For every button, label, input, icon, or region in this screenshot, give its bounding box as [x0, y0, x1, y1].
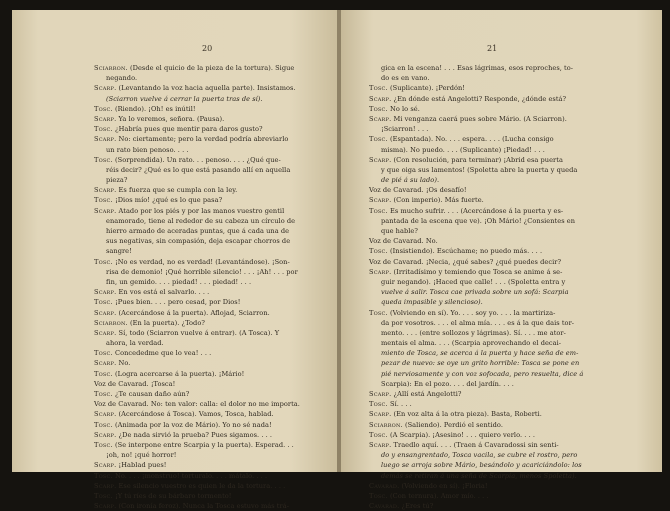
speaker-name: Tosc.	[369, 308, 388, 317]
speaker-name: Scarp.	[94, 206, 117, 215]
line-text: demás se retiran á una seña de Scarpia, menos Spoletta).	[381, 471, 577, 480]
speaker-name: Scarp.	[94, 114, 117, 123]
text-line	[94, 491, 326, 501]
text-line	[94, 440, 326, 450]
line-text: Voz de Cavarad. ¡Os desafío!	[369, 186, 467, 195]
text-line	[94, 195, 326, 205]
text-line	[369, 491, 617, 501]
speaker-name: Tosc.	[369, 430, 388, 439]
text-line	[94, 409, 326, 419]
line-text: fin, un gemido. . . . piedad! . . . piedad! . . .	[106, 277, 252, 286]
line-text: do y ensangrentado, Tosca vacila, se cubre el rostro, pero	[381, 451, 578, 460]
line-text: un rato bien penoso. . . .	[106, 145, 189, 154]
speaker-name: Tosc.	[94, 125, 113, 134]
text-line	[94, 63, 326, 73]
line-text: ¿En dónde está Angelotti? Responde, ¿dónde está?	[393, 94, 567, 103]
line-text: ¡Dios mío! ¿qué es lo que pasa?	[115, 196, 223, 205]
text-line	[369, 389, 617, 399]
line-text: ¿Allí está Angelotti?	[393, 390, 462, 398]
speaker-name: Sciarron.	[369, 420, 403, 429]
speaker-name: Scarp.	[94, 288, 117, 297]
line-text: (Suplicante). ¡Perdón!	[390, 84, 466, 93]
line-text: ¿Habría pues que mentir para daros gusto?	[115, 125, 263, 134]
speaker-name: Scarp.	[94, 359, 117, 368]
line-text: (Insistiendo). Escúchame; no puedo más. . . .	[390, 247, 543, 256]
line-text: misma). No puedo. . . . (Suplicante) ¡Piedad! . . .	[381, 145, 545, 154]
text-line	[369, 287, 617, 297]
speaker-name: Tosc.	[94, 155, 113, 164]
line-text: Voz de Cavarad. ¡Necia, ¿qué sabes? ¿qué puedes decir?	[369, 257, 562, 266]
page-text	[94, 63, 326, 511]
text-line	[369, 73, 617, 83]
line-text: Sí, todo (Sciarron vuelve á entrar). (A Tosca). Y	[118, 328, 280, 337]
text-line	[369, 358, 617, 368]
line-text: (Sorprendida). Un rato. . . penoso. . . . ¿Qué que-	[115, 155, 281, 164]
text-line	[369, 104, 617, 114]
line-text: No lo sé.	[390, 104, 420, 113]
speaker-name: Tosc.	[94, 440, 113, 449]
text-line	[94, 389, 326, 399]
text-line	[369, 308, 617, 318]
line-text: Voz de Cavarad. No.	[369, 237, 438, 246]
speaker-name: Scarp.	[369, 196, 392, 205]
line-text: (Levantando la voz hacia aquella parte). Insistamos.	[118, 84, 296, 93]
line-text: da por vosotros. . . . el alma mía. . . . es á la que dais tor-	[381, 318, 575, 327]
text-line	[94, 430, 326, 440]
line-text: Voz de Cavarad. ¡Tosca!	[94, 379, 176, 388]
text-line	[94, 114, 326, 124]
line-text: Voz de Cavarad. No: ten valor: calla: el dolor no me importa.	[94, 400, 300, 409]
line-text: (Desde el quicio de la pieza de la tortura). Sigue	[129, 64, 295, 72]
line-text: Scarpia): En el pozo. . . . del jardín. . . .	[381, 379, 514, 388]
text-line	[94, 175, 326, 185]
line-text: Es fuerza que se cumpla con la ley.	[118, 186, 238, 195]
text-line	[369, 338, 617, 348]
line-text: réis decir? ¿Qué es lo que está pasando allí en aquella	[106, 165, 291, 174]
line-text: y que oiga sus lamentos! (Spoletta abre la puerta y queda	[381, 165, 578, 174]
line-text: Traedlo aquí. . . . (Traen á Cavaradossi sin senti-	[393, 440, 559, 449]
line-text: Ese silencio vuestro es quien le da la tortura. . . .	[118, 481, 286, 490]
line-text: ¡Hablad pues!	[118, 461, 167, 470]
text-line	[369, 399, 617, 409]
speaker-name: Scarp.	[369, 390, 392, 398]
line-text: gica en la escena! . . . Esas lágrimas, esos reproches, to-	[381, 64, 574, 72]
speaker-name: Tosc.	[94, 471, 113, 480]
text-line	[369, 328, 617, 338]
speaker-name: Tosc.	[94, 491, 113, 500]
speaker-name: Scarp.	[94, 308, 117, 317]
line-text: No.	[118, 359, 131, 368]
text-line	[94, 501, 326, 511]
line-text: (Se interpone entre Scarpia y la puerta). Esperad. . .	[115, 440, 294, 449]
line-text: ahora, la verdad.	[106, 339, 164, 348]
speaker-name: Tosc.	[94, 104, 113, 113]
text-line	[369, 134, 617, 144]
line-text: ¡Y tú ríes de su bárbaro tormento!	[115, 491, 232, 500]
speaker-name: Scarp.	[369, 267, 392, 276]
line-text: (Volviendo en sí). ¡Floria!	[401, 481, 488, 490]
text-line	[369, 206, 617, 216]
line-text: En vos está el salvarlo. . . .	[118, 288, 210, 297]
text-line	[94, 246, 326, 256]
line-text: Mi venganza caerá pues sobre Mário. (A Sciarron).	[393, 114, 567, 123]
text-line	[94, 277, 326, 287]
text-line	[94, 216, 326, 226]
speaker-name: Scarp.	[94, 186, 117, 195]
speaker-name: Scarp.	[94, 481, 117, 490]
line-text: ¿Te causan daño aún?	[115, 390, 190, 398]
line-text: (Riendo). ¡Oh! es inútil!	[115, 104, 196, 113]
text-line	[369, 175, 617, 185]
text-line	[94, 83, 326, 93]
line-text: (Con imperio). Más fuerte.	[393, 196, 484, 205]
line-text: (Espantada). No. . . . espera. . . . (Lucha consigo	[390, 135, 554, 144]
line-text: mentais el alma. . . . (Scarpia aprovechando el decai-	[381, 339, 562, 348]
speaker-name: Tosc.	[94, 349, 113, 358]
speaker-name: Scarp.	[94, 502, 117, 511]
speaker-name: Tosc.	[369, 247, 388, 256]
text-line	[369, 297, 617, 307]
line-text: (Acercándose á la puerta). Aflojad, Sciarron.	[118, 308, 270, 317]
speaker-name: Scarp.	[94, 135, 117, 144]
line-text: (A Scarpia). ¡Asesino! . . . quiero verlo. . . .	[390, 430, 536, 439]
speaker-name: Tosc.	[94, 390, 113, 398]
speaker-name: Sciarron.	[94, 64, 128, 72]
book-spread	[12, 10, 662, 511]
text-line	[94, 94, 326, 104]
text-line	[94, 450, 326, 460]
text-line	[369, 471, 617, 481]
speaker-name: Scarp.	[369, 155, 392, 164]
speaker-name: Scarp.	[94, 461, 117, 470]
line-text: Ya lo veremos, señora. (Pausa).	[118, 114, 225, 123]
text-line	[369, 277, 617, 287]
line-text: que hable?	[381, 227, 418, 235]
speaker-name: Cavarad.	[369, 481, 400, 490]
speaker-name: Scarp.	[94, 430, 117, 439]
text-line	[94, 318, 326, 328]
line-text: (Con resolución, para terminar) ¡Abrid esa puerta	[393, 155, 563, 164]
line-text: No: ciertamente; pero la verdad podría abreviarlo	[118, 135, 289, 144]
speaker-name: Scarp.	[369, 94, 392, 103]
text-line	[369, 94, 617, 104]
text-line	[94, 399, 326, 409]
speaker-name: Tosc.	[369, 104, 388, 113]
text-line	[94, 420, 326, 430]
line-text: (Volviendo en sí). Yo. . . . soy yo. . . . la martiriza-	[390, 308, 556, 317]
speaker-name: Tosc.	[369, 84, 388, 93]
speaker-name: Tosc.	[369, 491, 388, 500]
text-line	[369, 257, 617, 267]
text-line	[94, 379, 326, 389]
line-text: Sí. . . .	[390, 400, 412, 409]
line-text: (Sciarron vuelve á cerrar la puerta tras de sí).	[106, 94, 263, 103]
text-line	[94, 287, 326, 297]
text-line	[94, 165, 326, 175]
line-text: enamorado, tiene al rededor de su cabeza un círculo de	[106, 216, 296, 225]
line-text: sus negativas, sin compasión, deja escapar chorros de	[106, 237, 291, 246]
line-text: ¡Pues bien. . . . pero cesad, por Dios!	[115, 298, 241, 307]
text-line	[369, 83, 617, 93]
line-text: (Acercándose á Tosca). Vamos, Tosca, hablad.	[118, 410, 274, 419]
speaker-name: Tosc.	[94, 369, 113, 378]
text-line	[369, 226, 617, 236]
text-line	[369, 409, 617, 419]
line-text: pezar de nuevo: se oye un grito horrible: Tosca se pone en	[381, 359, 580, 368]
text-line	[369, 450, 617, 460]
line-text: Concededme que lo vea! . . .	[115, 349, 212, 358]
page-number: 21	[487, 44, 498, 53]
line-text: (Logra acercarse á la puerta). ¡Mário!	[115, 369, 245, 378]
line-text: mento. . . . (entre sollozos y lágrimas). Sí. . . . me ator-	[381, 328, 566, 337]
text-line	[369, 236, 617, 246]
line-text: (Saliendo). Perdió el sentido.	[404, 420, 503, 429]
speaker-name: Tosc.	[94, 298, 113, 307]
line-text: vuelve á salir. Tosca cae privada sobre un sofá: Scarpia	[381, 288, 569, 297]
text-line	[369, 216, 617, 226]
text-line	[94, 358, 326, 368]
line-text: risa de demonio! ¡Qué horrible silencio! . . . ¡Ah! . . . por	[106, 267, 298, 276]
line-text: sangre!	[106, 247, 132, 256]
text-line	[369, 501, 617, 511]
line-text: No. . . . ¡monstruo! torturalo. . . . mátalo. . . .	[115, 471, 268, 480]
text-line	[94, 124, 326, 134]
speaker-name: Scarp.	[94, 410, 117, 419]
text-line	[369, 114, 617, 124]
speaker-name: Tosc.	[94, 196, 113, 205]
speaker-name: Tosc.	[369, 206, 388, 215]
text-line	[94, 348, 326, 358]
line-text: ¿De nada sirvió la prueba? Pues sigamos. . . .	[118, 430, 273, 439]
speaker-name: Tosc.	[369, 400, 388, 409]
speaker-name: Scarp.	[94, 328, 117, 337]
text-line	[94, 73, 326, 83]
line-text: ¿Eres tú?	[401, 502, 434, 511]
line-text: (Animada por la voz de Mário). Yo no sé nada!	[115, 420, 272, 429]
line-text: (En voz alta á la otra pieza). Basta, Roberti.	[393, 410, 542, 419]
text-line	[94, 145, 326, 155]
line-text: ¡No es verdad, no es verdad! (Levantándose). ¡Son-	[115, 257, 290, 266]
text-line	[369, 165, 617, 175]
text-line	[369, 420, 617, 430]
text-line	[94, 308, 326, 318]
text-line	[369, 124, 617, 134]
line-text: queda impasible y silencioso).	[381, 298, 483, 307]
line-text: ¡Sciarron! . . .	[381, 125, 429, 134]
text-line	[369, 155, 617, 165]
text-line	[369, 369, 617, 379]
text-line	[94, 297, 326, 307]
text-line	[369, 267, 617, 277]
text-line	[94, 338, 326, 348]
text-line	[94, 257, 326, 267]
speaker-name: Sciarron.	[94, 318, 128, 327]
line-text: negando.	[106, 74, 138, 83]
line-text: hierro armado de aceradas puntas, que á cada una de	[106, 227, 290, 235]
line-text: (Con ternura). Amor mío. . . .	[390, 491, 489, 500]
line-text: (Irritadísimo y temiendo que Tosca se anime á se-	[393, 267, 563, 276]
text-line	[369, 460, 617, 470]
text-line	[94, 206, 326, 216]
speaker-name: Scarp.	[369, 440, 392, 449]
text-line	[94, 328, 326, 338]
line-text: pié nerviosamente y con voz sofocada, pero resuelta, dice á	[381, 369, 584, 378]
line-text: de pié á su lado).	[381, 176, 440, 185]
text-line	[369, 63, 617, 73]
speaker-name: Scarp.	[369, 114, 392, 123]
text-line	[94, 104, 326, 114]
speaker-name: Tosc.	[94, 420, 113, 429]
text-line	[369, 430, 617, 440]
page-text	[369, 63, 617, 511]
line-text: guir negando). ¡Haced que calle! . . . (Spoletta entra y	[381, 277, 566, 286]
line-text: Es mucho sufrir. . . . (Acercándose á la puerta y es-	[390, 206, 564, 215]
line-text: luego se arroja sobre Mário, besándolo y acariciándolo: los	[381, 461, 582, 470]
right-page	[341, 10, 662, 511]
text-line	[94, 134, 326, 144]
line-text: Atado por los piés y por las manos vuestro gentil	[118, 206, 285, 215]
speaker-name: Tosc.	[94, 257, 113, 266]
text-line	[94, 369, 326, 379]
text-line	[94, 481, 326, 491]
line-text: miento de Tosca, se acerca á la puerta y hace seña de em-	[381, 349, 579, 358]
text-line	[94, 267, 326, 277]
text-line	[94, 471, 326, 481]
line-text: do es en vano.	[381, 74, 430, 83]
speaker-name: Scarp.	[94, 84, 117, 93]
text-line	[369, 318, 617, 328]
speaker-name: Cavarad.	[369, 502, 400, 511]
text-line	[94, 185, 326, 195]
text-line	[369, 185, 617, 195]
text-line	[369, 195, 617, 205]
speaker-name: Tosc.	[369, 135, 388, 144]
text-line	[369, 348, 617, 358]
speaker-name: Scarp.	[369, 410, 392, 419]
text-line	[369, 440, 617, 450]
left-page	[12, 10, 339, 511]
text-line	[369, 246, 617, 256]
line-text: pieza?	[106, 176, 128, 185]
line-text: ¡oh, no! ¡qué horror!	[106, 451, 177, 460]
text-line	[94, 226, 326, 236]
text-line	[94, 236, 326, 246]
line-text: (En la puerta). ¿Todo?	[129, 318, 205, 327]
text-line	[369, 481, 617, 491]
text-line	[94, 460, 326, 470]
page-number: 20	[202, 44, 213, 53]
text-line	[94, 155, 326, 165]
line-text: (Con ironía feroz). Nunca la Tosca estuvo más trá-	[118, 502, 289, 511]
line-text: pantada de la escena que ve). ¡Oh Mário! ¿Consientes en	[381, 216, 576, 225]
text-line	[369, 379, 617, 389]
text-line	[369, 145, 617, 155]
